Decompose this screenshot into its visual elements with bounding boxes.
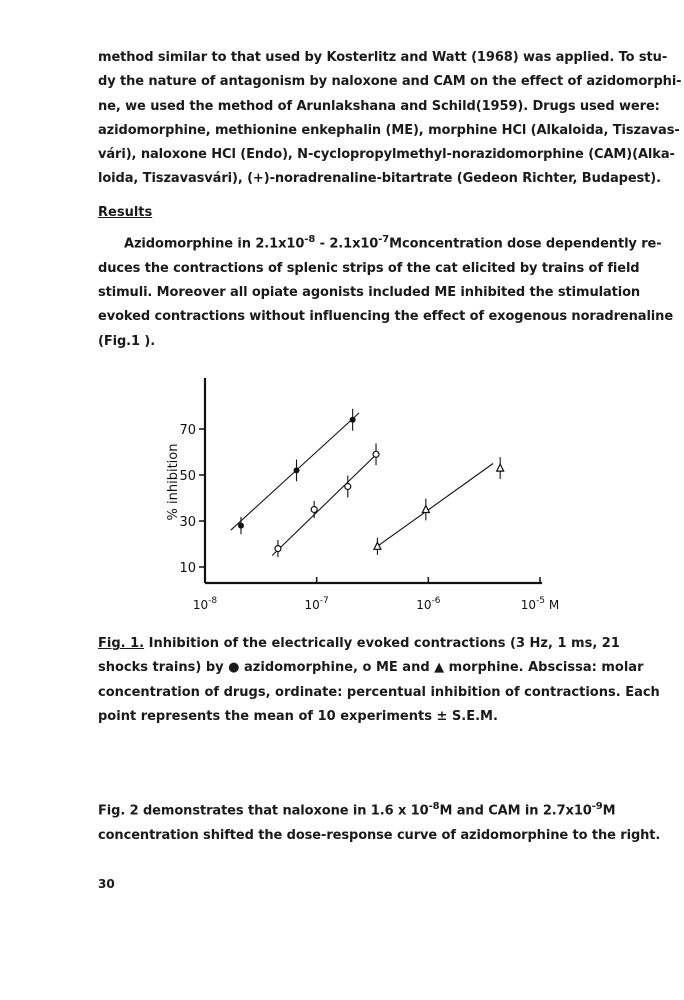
fig2-paragraph <box>98 795 661 848</box>
x-tick-label: $10^{-5}$ M <box>520 596 560 612</box>
text-fragment: M and CAM in 2.7x10 <box>439 803 592 819</box>
text-line: ne, we used the method of Arunlakshana and Schild(1959). Drugs used were: <box>98 98 660 114</box>
regression-line <box>377 464 493 547</box>
text-line: (Fig.1 ). <box>98 333 156 349</box>
exponent: -8 <box>304 234 316 245</box>
data-point <box>294 467 300 473</box>
data-point <box>311 507 317 513</box>
y-tick-label: 70 <box>179 423 196 438</box>
regression-line <box>272 452 379 556</box>
text-fragment: - 2.1x10 <box>315 236 379 252</box>
results-paragraph <box>98 228 674 354</box>
text-fragment: Inhibition of the electrically evoked contractions (3 Hz, 1 ms, 21 <box>144 636 620 651</box>
methods-paragraph <box>98 46 682 192</box>
text-line: dy the nature of antagonism by naloxone and CAM on the effect of azidomorphi- <box>98 74 682 90</box>
exponent: -7 <box>378 234 390 245</box>
page-number: 30 <box>98 877 115 891</box>
text-line: stimuli. Moreover all opiate agonists included ME inhibited the stimulation <box>98 284 641 300</box>
exponent: -9 <box>591 801 603 812</box>
x-tick-label: $10^{-6}$ <box>416 596 441 612</box>
data-point <box>497 464 504 471</box>
exponent: -8 <box>428 801 440 812</box>
data-point <box>422 506 429 513</box>
text-line: loida, Tiszavasvári), (+)-noradrenaline-bitartrate (Gedeon Richter, Budapest). <box>98 171 661 187</box>
text-line: concentration shifted the dose-response curve of azidomorphine to the right. <box>98 827 661 843</box>
text-line: evoked contractions without influencing the effect of exogenous noradrenaline <box>98 309 674 325</box>
text-line <box>98 228 662 257</box>
dose-response-chart <box>155 370 560 615</box>
figure-label: Fig. 1. <box>98 636 145 651</box>
y-tick-label: 30 <box>179 515 196 530</box>
text-fragment: Azidomorphine in 2.1x10 <box>124 236 305 252</box>
figure-caption <box>98 632 660 729</box>
text-line: azidomorphine, methionine enkephalin (ME), morphine HCl (Alkaloida, Tiszavas- <box>98 122 680 138</box>
data-point <box>374 542 381 549</box>
text-fragment: M <box>602 803 616 819</box>
data-point <box>350 417 356 423</box>
data-point <box>275 546 281 552</box>
text-line <box>98 795 618 824</box>
text-fragment: Fig. 2 demonstrates that naloxone in 1.6 x 10 <box>98 803 429 819</box>
data-point <box>373 451 379 457</box>
text-line: shocks trains) by ● azidomorphine, o ME and ▲ morphine. Abscissa: molar <box>98 660 644 676</box>
x-tick-label: $10^{-8}$ <box>192 596 218 612</box>
text-line: duces the contractions of splenic strips of the cat elicited by trains of field <box>98 260 640 276</box>
results-heading: Results <box>98 205 153 220</box>
data-point <box>345 484 351 490</box>
y-tick-label: 10 <box>179 561 196 576</box>
text-line: method similar to that used by Kosterlitz and Watt (1968) was applied. To stu- <box>98 50 668 65</box>
x-tick-label: $10^{-7}$ <box>304 596 329 612</box>
text-line <box>98 632 618 656</box>
data-point <box>238 523 244 529</box>
y-tick-label: 50 <box>179 469 196 484</box>
text-fragment: Mconcentration dose dependently re- <box>389 236 662 252</box>
text-line: concentration of drugs, ordinate: percentual inhibition of contractions. Each <box>98 684 660 700</box>
y-axis-label: % inhibition <box>166 443 181 521</box>
text-line: point represents the mean of 10 experiments ± S.E.M. <box>98 708 498 724</box>
text-line: vári), naloxone HCl (Endo), N-cyclopropylmethyl-norazidomorphine (CAM)(Alka- <box>98 147 675 163</box>
